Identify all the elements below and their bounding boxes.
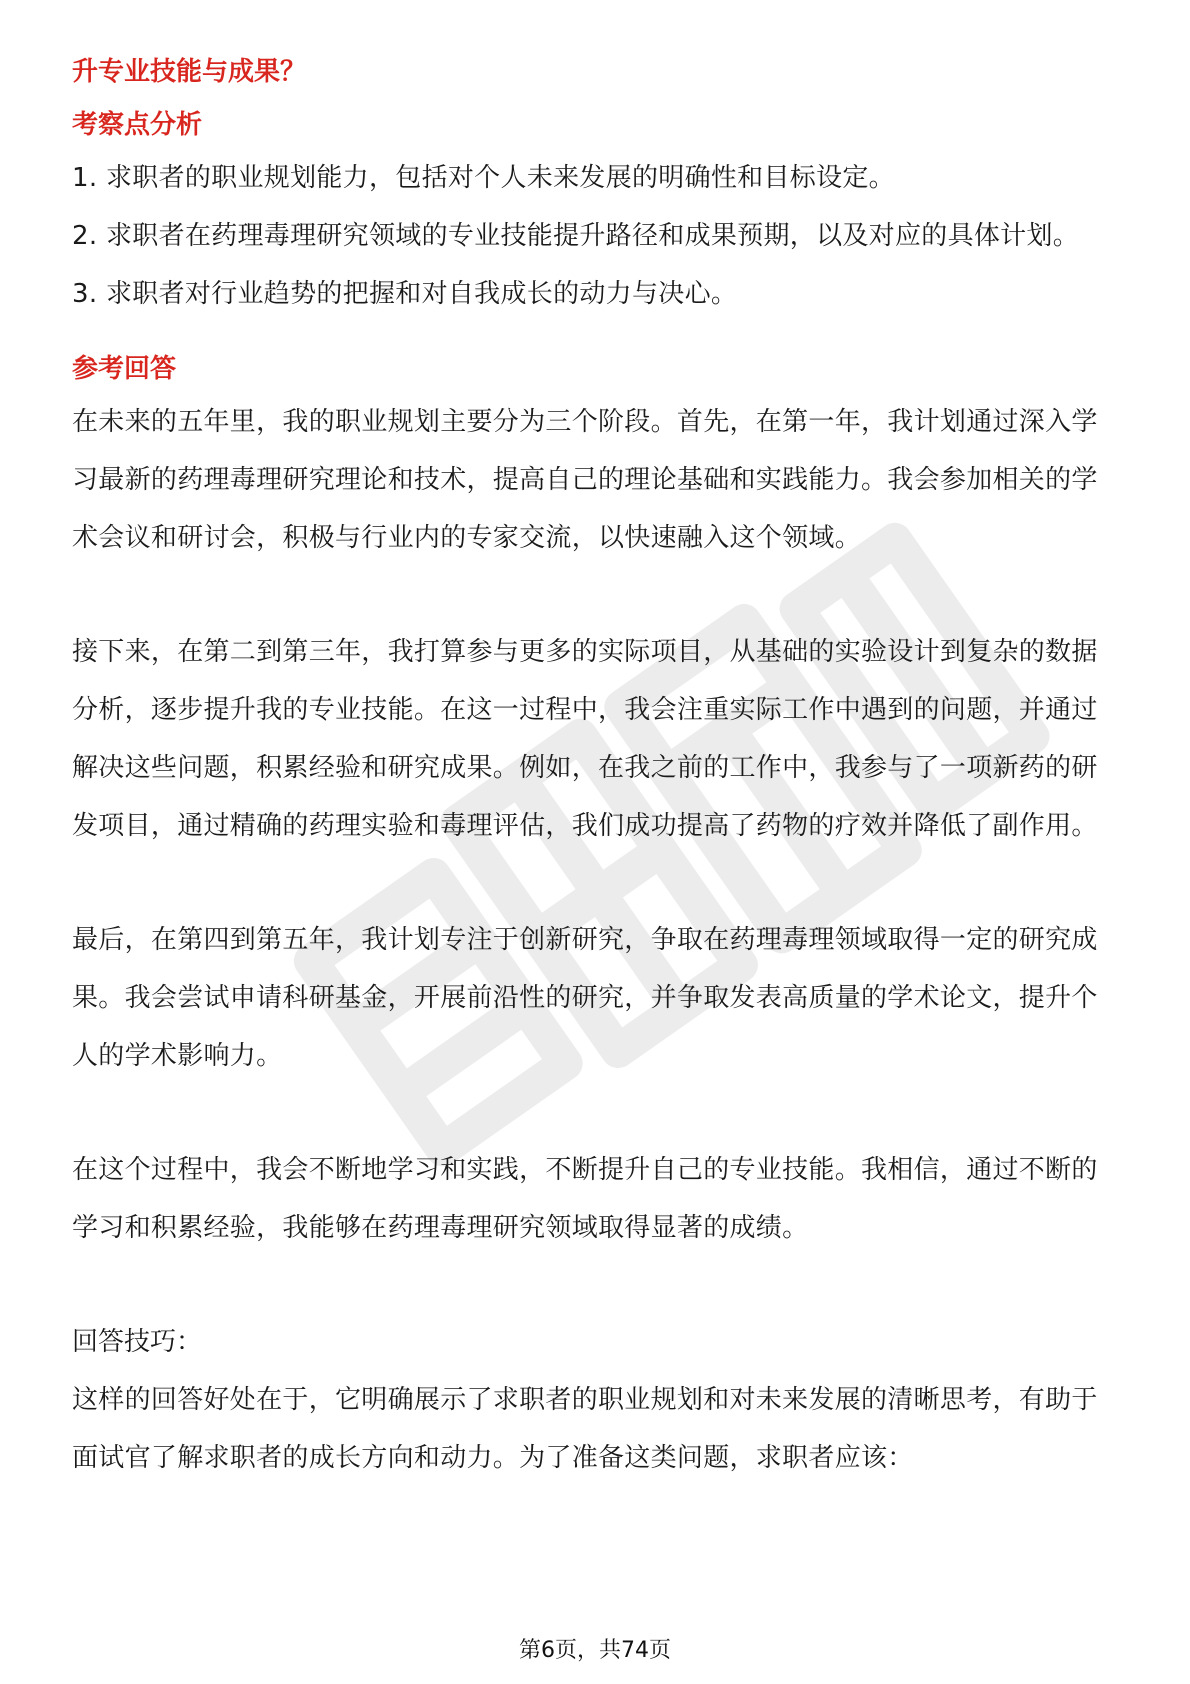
main-content [72, 48, 1122, 1487]
page-number-footer: 第6页，共74页 [519, 1638, 671, 1663]
analysis-item-2: 2. 求职者在药理毒理研究领域的专业技能提升路径和成果预期，以及对应的具体计划。 [72, 221, 1080, 251]
answer-heading: 参考回答 [72, 354, 177, 384]
analysis-item-3: 3. 求职者对行业趋势的把握和对自我成长的动力与决心。 [72, 279, 738, 309]
answer-paragraph-4: 在这个过程中，我会不断地学习和实践，不断提升自己的专业技能。我相信，通过不断的学习和积累经验，我能够在药理毒理研究领域取得显著的成绩。 [72, 1155, 1098, 1243]
tips-label: 回答技巧： [72, 1327, 203, 1357]
tips-paragraph: 这样的回答好处在于，它明确展示了求职者的职业规划和对未来发展的清晰思考，有助于面试官了解求职者的成长方向和动力。为了准备这类问题，求职者应该： [72, 1385, 1098, 1473]
analysis-item-1: 1. 求职者的职业规划能力，包括对个人未来发展的明确性和目标设定。 [72, 163, 895, 193]
answer-paragraph-3: 最后，在第四到第五年，我计划专注于创新研究，争取在药理毒理领域取得一定的研究成果。我会尝试申请科研基金，开展前沿性的研究，并争取发表高质量的学术论文，提升个人的学术影响力。 [72, 925, 1098, 1071]
answer-paragraph-2: 接下来，在第二到第三年，我打算参与更多的实际项目，从基础的实验设计到复杂的数据分析，逐步提升我的专业技能。在这一过程中，我会注重实际工作中遇到的问题，并通过解决这些问题，积累经验和研究成果。例如，在我之前的工作中，我参与了一项新药的研发项目，通过精确的药理实验和毒理评估，我们成功提高了药物的疗效并降低了副作用。 [72, 637, 1098, 841]
section-heading-top: 升专业技能与成果？ [72, 57, 307, 87]
analysis-heading: 考察点分析 [72, 110, 203, 140]
answer-paragraph-1: 在未来的五年里，我的职业规划主要分为三个阶段。首先，在第一年，我计划通过深入学习最新的药理毒理研究理论和技术，提高自己的理论基础和实践能力。我会参加相关的学术会议和研讨会，积极与行业内的专家交流，以快速融入这个领域。 [72, 407, 1098, 553]
